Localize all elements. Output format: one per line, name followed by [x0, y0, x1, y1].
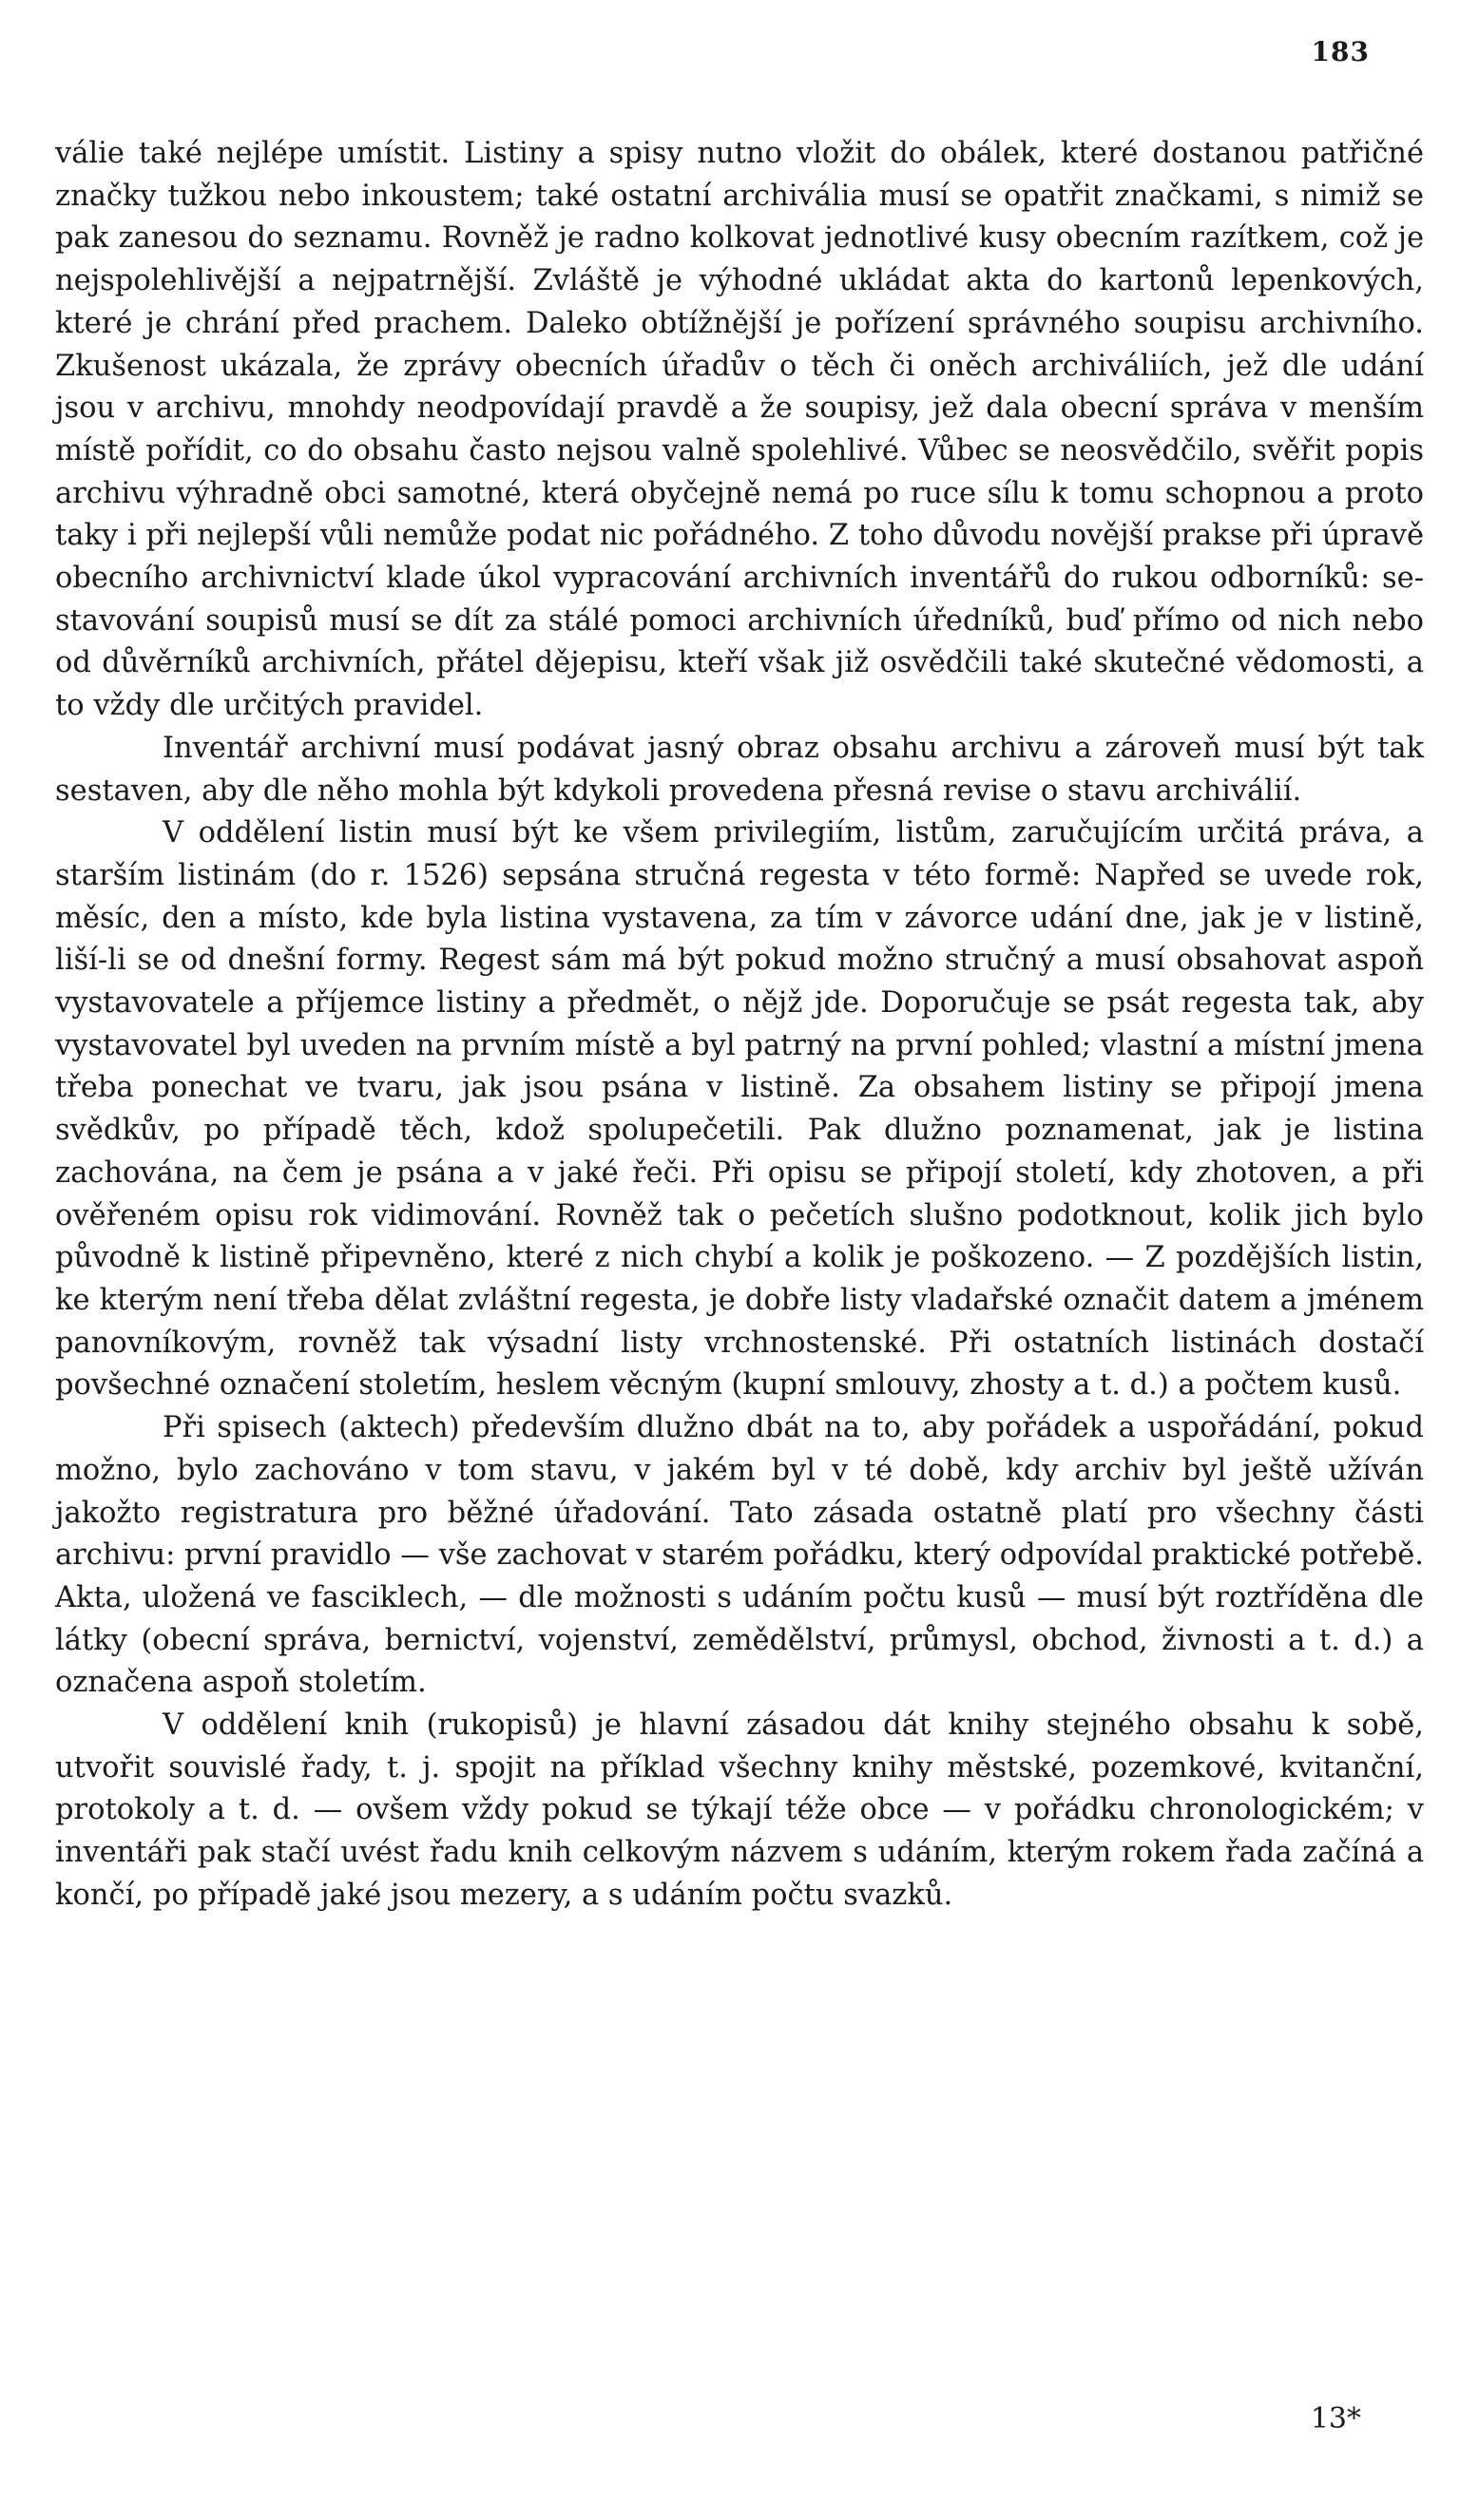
paragraph-5: V oddělení knih (rukopisů) je hlavní zásadou dát knihy stejného obsahu k sobě, utvořit souvislé řady, t. j. spojit na příklad všechny knihy městské, pozemkové, kvitanční, protokoly a t. d. — ovšem vždy pokud se týkají téže obce — v pořádku chronologickém; v inventáři pak stačí uvést řadu knih celkovým názvem s udáním, kterým rokem řada začíná a končí, po případě jaké jsou mezery, a s udáním počtu svazků. [55, 1709, 1424, 1912]
paragraph-4: Při spisech (aktech) především dlužno dbát na to, aby pořádek a uspořádání, pokud možno, bylo zachováno v tom stavu, v jakém byl v té době, kdy archiv byl ještě užíván jakožto registratura pro běžné úřadování. Tato zásada ostatně platí pro všechny části archivu: první pravidlo — vše zachovat v starém pořádku, který odpovídal praktické potřebě. Akta, uložená ve fasciklech, — dle možnosti s udáním počtu kusů — musí být roztříděna dle látky (obecní správa, bernictví, vojenství, zemědělství, průmysl, obchod, živnosti a t. d.) a označena aspoň stoletím. [55, 1411, 1424, 1700]
body-text [55, 133, 1424, 1918]
paragraph-1: válie také nejlépe umístit. Listiny a spisy nutno vložit do obálek, které dostanou patřičné značky tužkou nebo inkoustem; také ostatní archivália musí se opatřit značkami, s nimiž se pak zanesou do seznamu. Rovněž je radno kolkovat jednotlivé kusy obecním razítkem, což je nejspolehlivější a nejpatrnější. Zvláště je výhodné ukládat akta do kartonů lepenkových, které je chrání před prachem. Daleko obtížnější je pořízení správného soupisu archivního. Zkušenost ukázala, že zprávy obecních úřadův o těch či oněch archiváliích, jež dle udání jsou v archivu, mnohdy neodpovídají pravdě a že soupisy, jež dala obecní správa v menším místě pořídit, co do obsahu často nejsou valně spolehlivé. Vůbec se neosvědčilo, svěřit popis archivu výhradně obci samotné, která obyčejně nemá po ruce sílu k tomu schopnou a proto taky i při nejlepší vůli nemůže podat nic pořádného. Z toho důvodu novější prakse při úpravě obecního archivnictví klade úkol vypracování archivních inventářů do rukou odborníků: sestavování soupisů musí se dít za stálé pomoci archivních úředníků, buď přímo od nich nebo od důvěrníků archivních, přátel dějepisu, kteří však již osvědčili také skutečné vědomosti, a to vždy dle určitých pravidel. [55, 137, 1424, 723]
page-number: 183 [1311, 36, 1370, 67]
paragraph-2: Inventář archivní musí podávat jasný obraz obsahu archivu a zároveň musí být tak sestaven, aby dle něho mohla být kdykoli provedena přesná revise o stavu archiválií. [55, 731, 1424, 808]
paragraph-3: V oddělení listin musí být ke všem privilegiím, listům, zaručujícím určitá práva, a starším listinám (do r. 1526) sepsána stručná regesta v této formě: Napřed se uvede rok, měsíc, den a místo, kde byla listina vystavena, za tím v závorce udání dne, jak je v listině, liší-li se od dnešní formy. Regest sám má být pokud možno stručný a musí obsahovat aspoň vystavovatele a příjemce listiny a předmět, o nějž jde. Doporučuje se psát regesta tak, aby vystavovatel byl uveden na prvním místě a byl patrný na první pohled; vlastní a místní jmena třeba ponechat ve tvaru, jak jsou psána v listině. Za obsahem listiny se připojí jmena svědkův, po případě těch, kdož spolupečetili. Pak dlužno poznamenat, jak je listina zachována, na čem je psána a v jaké řeči. Při opisu se připojí století, kdy zhotoven, a při ověřeném opisu rok vidimování. Rovněž tak o pečetích slušno podotknout, kolik jich bylo původně k listině připevněno, které z nich chybí a kolik je poškozeno. — Z pozdějších listin, ke kterým není třeba dělat zvláštní regesta, je dobře listy vladařské označit datem a jménem panovníkovým, rovněž tak výsadní listy vrchnostenské. Při ostatních listinách dostačí povšechné označení stoletím, heslem věcným (kupní smlouvy, zhosty a t. d.) a počtem kusů. [55, 816, 1424, 1403]
signature-mark: 13* [1310, 2402, 1361, 2435]
